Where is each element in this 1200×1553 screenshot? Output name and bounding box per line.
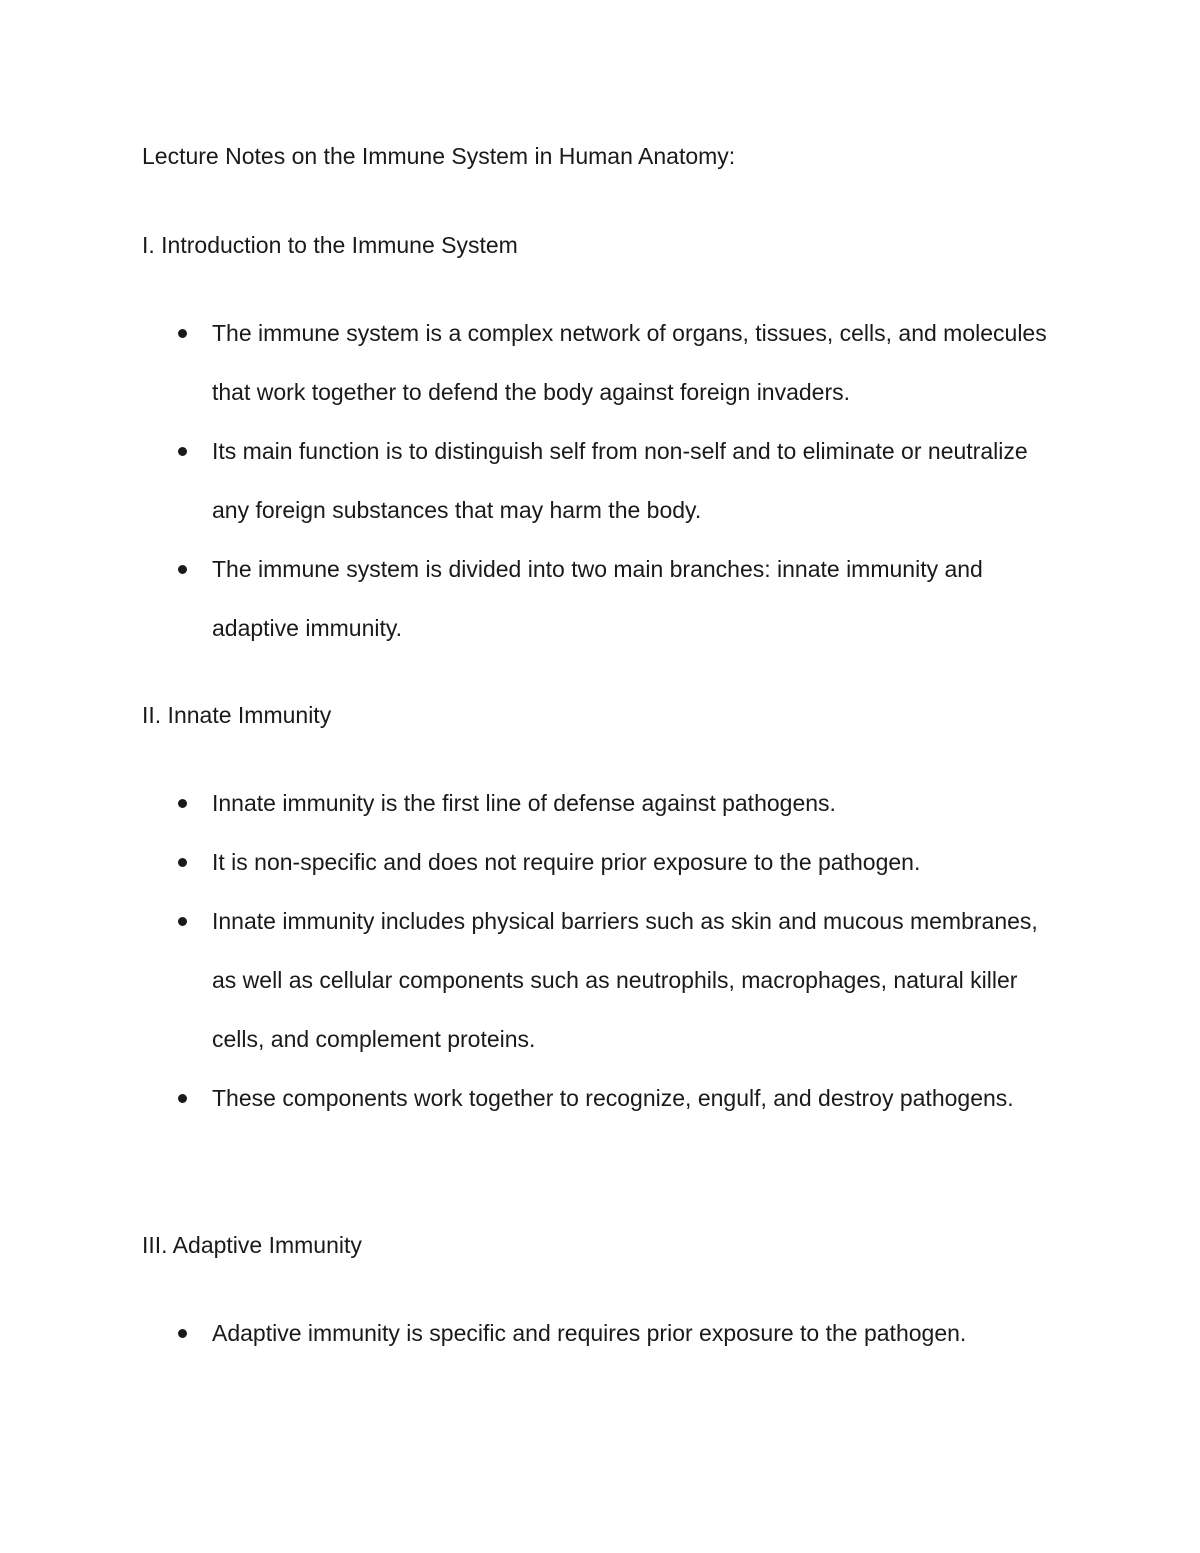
document-title: Lecture Notes on the Immune System in Human Anatomy: <box>142 143 736 169</box>
innate-immunity-bullet-list <box>142 774 1062 1128</box>
list-item-text: Innate immunity includes physical barriers such as skin and mucous membranes, as well as cellular components such as neutrophils, macrophages, natural killer cells, and complement proteins. <box>212 908 1038 1052</box>
section-heading-adaptive-immunity: III. Adaptive Immunity <box>142 1232 362 1258</box>
list-item-text: Its main function is to distinguish self from non-self and to eliminate or neutralize any foreign substances that may harm the body. <box>212 438 1028 523</box>
list-item <box>142 774 1062 833</box>
list-item <box>142 833 1062 892</box>
list-item <box>142 892 1062 1069</box>
bullet-icon <box>178 799 187 808</box>
bullet-icon <box>178 858 187 867</box>
list-item <box>142 1304 1062 1363</box>
list-item-text: It is non-specific and does not require prior exposure to the pathogen. <box>212 849 921 875</box>
bullet-icon <box>178 447 187 456</box>
list-item-text: These components work together to recognize, engulf, and destroy pathogens. <box>212 1085 1014 1111</box>
section-heading-innate-immunity: II. Innate Immunity <box>142 702 332 728</box>
list-item <box>142 540 1062 658</box>
bullet-icon <box>178 565 187 574</box>
list-item-text: Innate immunity is the first line of defense against pathogens. <box>212 790 836 816</box>
bullet-icon <box>178 329 187 338</box>
bullet-icon <box>178 1094 187 1103</box>
bullet-icon <box>178 917 187 926</box>
list-item-text: Adaptive immunity is specific and requires prior exposure to the pathogen. <box>212 1320 967 1346</box>
list-item <box>142 304 1062 422</box>
list-item-text: The immune system is a complex network of organs, tissues, cells, and molecules that work together to defend the body against foreign invaders. <box>212 320 1047 405</box>
list-item <box>142 422 1062 540</box>
section-heading-introduction: I. Introduction to the Immune System <box>142 232 518 258</box>
introduction-bullet-list <box>142 304 1062 658</box>
list-item <box>142 1069 1062 1128</box>
bullet-icon <box>178 1329 187 1338</box>
list-item-text: The immune system is divided into two main branches: innate immunity and adaptive immunity. <box>212 556 983 641</box>
adaptive-immunity-bullet-list <box>142 1304 1062 1363</box>
